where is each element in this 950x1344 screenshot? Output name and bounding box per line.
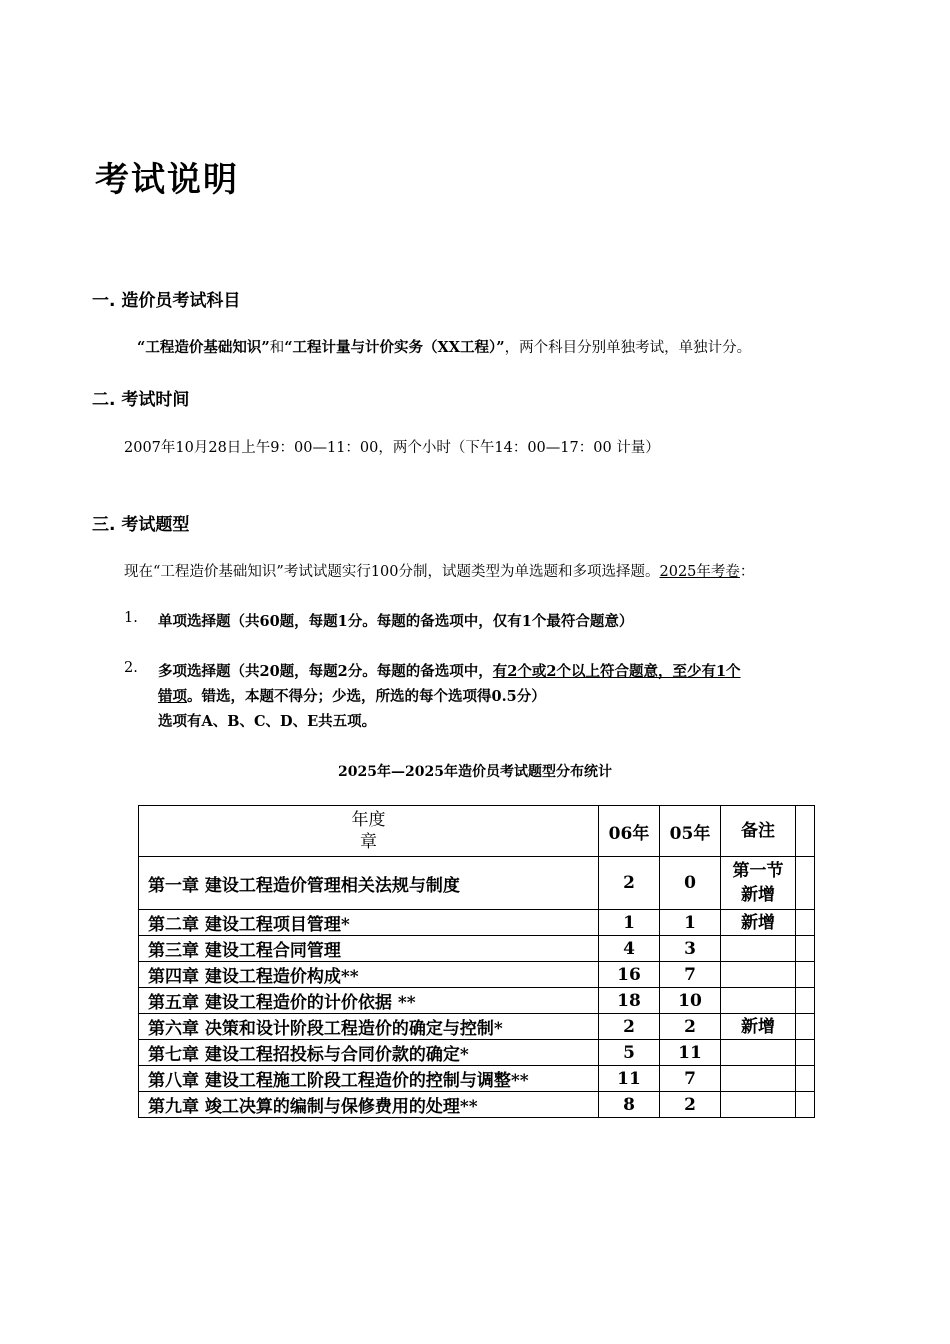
single-choice-item: 单项选择题（共60题，每题1分。每题的备选项中，仅有1个最符合题意）: [158, 613, 634, 630]
row-note: 新增: [721, 1014, 796, 1040]
table-row: [139, 1092, 815, 1118]
subjects-paragraph: [137, 336, 751, 357]
header-05: 05年: [660, 806, 721, 857]
row-chapter: 第七章 建设工程招投标与合同价款的确定*: [139, 1040, 599, 1066]
multi-choice-underlined-2: 错项: [158, 688, 187, 705]
row-chapter: 第九章 竣工决算的编制与保修费用的处理**: [139, 1092, 599, 1118]
table-row: [139, 988, 815, 1014]
row-05: 2: [660, 1014, 721, 1040]
table-row: [139, 1066, 815, 1092]
row-extra: [796, 1040, 815, 1066]
multi-choice-line1: [158, 660, 741, 681]
subject-and: 和: [269, 340, 285, 356]
row-chapter: 第二章 建设工程项目管理*: [139, 910, 599, 936]
row-extra: [796, 962, 815, 988]
table-row: [139, 857, 815, 910]
row-note: [721, 1066, 796, 1092]
row-05: 1: [660, 910, 721, 936]
multi-choice-underlined: 有2个或2个以上符合题意，至少有1个: [492, 663, 741, 680]
table-row: [139, 1040, 815, 1066]
section-heading-subjects: 一. 造价员考试科目: [92, 291, 241, 311]
row-note-line1: 第一节: [732, 861, 784, 881]
row-05: 2: [660, 1092, 721, 1118]
types-intro: [124, 560, 754, 581]
row-extra: [796, 910, 815, 936]
row-05: 11: [660, 1040, 721, 1066]
row-06: 4: [599, 936, 660, 962]
row-06: 5: [599, 1040, 660, 1066]
row-extra: [796, 857, 815, 910]
multi-choice-line2: [158, 685, 546, 706]
row-05: 7: [660, 1066, 721, 1092]
table-row: [139, 962, 815, 988]
row-note: [721, 962, 796, 988]
page-title: 考试说明: [95, 160, 239, 200]
row-chapter: 第三章 建设工程合同管理: [139, 936, 599, 962]
options-note: 选项有A、B、C、D、E共五项。: [158, 713, 377, 730]
row-extra: [796, 988, 815, 1014]
row-note: [721, 936, 796, 962]
list-number-1: 1.: [124, 610, 138, 626]
row-note-line2: 新增: [741, 885, 775, 905]
exam-paper-link[interactable]: 2025年考卷: [659, 564, 740, 580]
table-row: [139, 1014, 815, 1040]
row-06: 11: [599, 1066, 660, 1092]
row-06: 16: [599, 962, 660, 988]
row-note: [721, 1092, 796, 1118]
types-intro-end: ：: [739, 564, 755, 580]
row-06: 8: [599, 1092, 660, 1118]
row-05: 3: [660, 936, 721, 962]
multi-choice-text: 多项选择题（共20题，每题2分。每题的备选项中，: [158, 663, 493, 680]
exam-time-text: 2007年10月28日上午9：00—11：00，两个小时（下午14：00—17：00 计量）: [124, 440, 660, 456]
section-heading-types: 三. 考试题型: [92, 515, 190, 535]
row-chapter: 第四章 建设工程造价构成**: [139, 962, 599, 988]
section-heading-time: 二. 考试时间: [92, 390, 190, 410]
row-note: [721, 1040, 796, 1066]
row-06: 2: [599, 857, 660, 910]
table-row: [139, 936, 815, 962]
header-note: 备注: [721, 806, 796, 857]
header-06: 06年: [599, 806, 660, 857]
subject-note: ，两个科目分别单独考试，单独计分。: [504, 340, 752, 356]
row-note: [721, 857, 796, 910]
row-chapter: 第五章 建设工程造价的计价依据 **: [139, 988, 599, 1014]
header-year: 年度: [351, 810, 386, 830]
distribution-table: [138, 805, 815, 1118]
row-05: 0: [660, 857, 721, 910]
row-chapter: 第六章 决策和设计阶段工程造价的确定与控制*: [139, 1014, 599, 1040]
row-note: 新增: [721, 910, 796, 936]
row-extra: [796, 1066, 815, 1092]
types-intro-text: 现在“工程造价基础知识”考试试题实行100分制，试题类型为单选题和多项选择题。: [124, 564, 660, 580]
row-chapter: 第八章 建设工程施工阶段工程造价的控制与调整**: [139, 1066, 599, 1092]
row-chapter: 第一章 建设工程造价管理相关法规与制度: [139, 857, 599, 910]
header-extra: [796, 806, 815, 857]
subject-basic: “工程造价基础知识”: [137, 339, 270, 356]
row-extra: [796, 1092, 815, 1118]
row-note: [721, 988, 796, 1014]
list-number-2: 2.: [124, 660, 138, 676]
header-year-chapter: [139, 806, 599, 857]
row-06: 2: [599, 1014, 660, 1040]
table-row: [139, 910, 815, 936]
row-extra: [796, 936, 815, 962]
multi-choice-scoring: 。错选，本题不得分；少选，所选的每个选项得0.5分）: [187, 688, 546, 705]
subject-practice: “工程计量与计价实务（XX工程）”: [284, 339, 505, 356]
row-05: 7: [660, 962, 721, 988]
table-caption: 2025年—2025年造价员考试题型分布统计: [338, 764, 612, 780]
header-chapter: 章: [360, 832, 377, 852]
row-05: 10: [660, 988, 721, 1014]
row-extra: [796, 1014, 815, 1040]
row-06: 18: [599, 988, 660, 1014]
table-header-row: [139, 806, 815, 857]
row-06: 1: [599, 910, 660, 936]
